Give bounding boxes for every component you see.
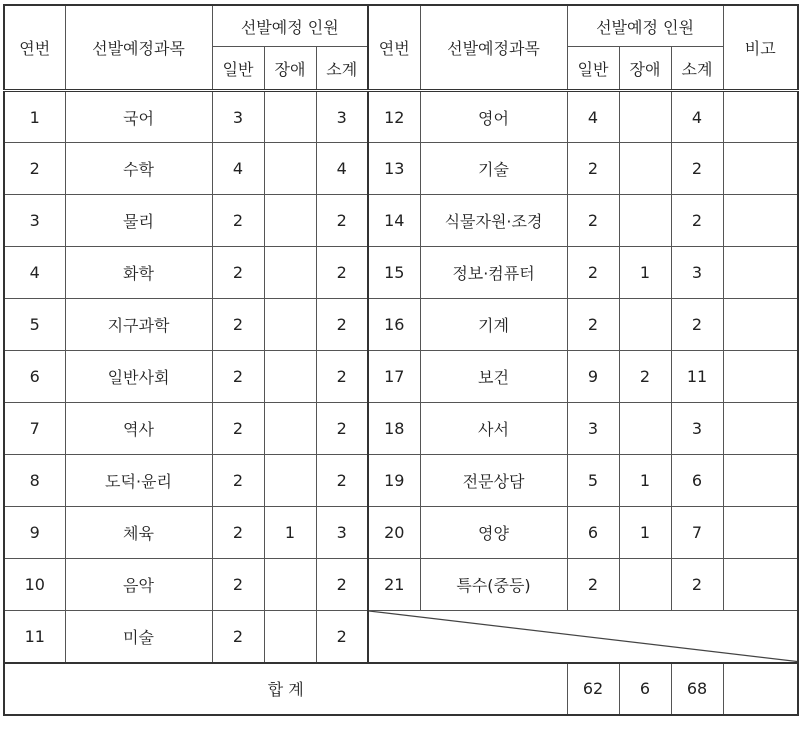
cell-subject: 사서: [420, 403, 567, 455]
cell-no: 7: [4, 403, 65, 455]
cell-disabled: [619, 559, 671, 611]
table-row: [4, 507, 798, 559]
total-disabled: 6: [619, 663, 671, 715]
cell-disabled: [619, 403, 671, 455]
cell-remarks: [723, 351, 798, 403]
total-row: [4, 663, 798, 715]
cell-disabled: [264, 351, 316, 403]
cell-general: 9: [567, 351, 619, 403]
cell-subject: 영양: [420, 507, 567, 559]
cell-remarks: [723, 507, 798, 559]
cell-subject: 일반사회: [65, 351, 212, 403]
cell-general: 2: [212, 195, 264, 247]
cell-general: 4: [567, 91, 619, 143]
cell-no: 3: [4, 195, 65, 247]
table-row: [4, 299, 798, 351]
cell-subtotal: 2: [316, 299, 368, 351]
header-general-right: 일반: [567, 47, 619, 91]
cell-subtotal: 2: [671, 143, 723, 195]
cell-no: 2: [4, 143, 65, 195]
cell-no: 21: [368, 559, 420, 611]
cell-subject: 보건: [420, 351, 567, 403]
cell-general: 2: [212, 559, 264, 611]
total-label: 합 계: [4, 663, 567, 715]
cell-subject: 영어: [420, 91, 567, 143]
cell-no: 9: [4, 507, 65, 559]
empty-diagonal-cell: [368, 611, 798, 663]
cell-subtotal: 2: [316, 195, 368, 247]
total-general: 62: [567, 663, 619, 715]
cell-disabled: [619, 143, 671, 195]
cell-remarks: [723, 195, 798, 247]
cell-disabled: [264, 299, 316, 351]
total-remarks: [723, 663, 798, 715]
cell-subtotal: 7: [671, 507, 723, 559]
cell-disabled: 2: [619, 351, 671, 403]
cell-disabled: [264, 559, 316, 611]
cell-remarks: [723, 559, 798, 611]
cell-subtotal: 3: [316, 507, 368, 559]
cell-general: 3: [567, 403, 619, 455]
cell-subject: 기술: [420, 143, 567, 195]
selection-table-container: [3, 4, 797, 728]
cell-disabled: 1: [619, 247, 671, 299]
cell-general: 2: [567, 299, 619, 351]
table-row: [4, 403, 798, 455]
cell-general: 2: [212, 351, 264, 403]
cell-no: 5: [4, 299, 65, 351]
cell-no: 18: [368, 403, 420, 455]
cell-no: 11: [4, 611, 65, 663]
cell-general: 2: [212, 247, 264, 299]
cell-disabled: [619, 299, 671, 351]
cell-no: 20: [368, 507, 420, 559]
cell-subject: 특수(중등): [420, 559, 567, 611]
cell-disabled: [264, 247, 316, 299]
cell-general: 2: [567, 195, 619, 247]
cell-subject: 정보·컴퓨터: [420, 247, 567, 299]
total-subtotal: 68: [671, 663, 723, 715]
cell-general: 3: [212, 91, 264, 143]
cell-disabled: 1: [264, 507, 316, 559]
cell-general: 2: [212, 507, 264, 559]
cell-no: 8: [4, 455, 65, 507]
cell-remarks: [723, 247, 798, 299]
cell-no: 10: [4, 559, 65, 611]
header-subject-left: 선발예정과목: [65, 5, 212, 91]
table-row: [4, 455, 798, 507]
cell-subtotal: 2: [316, 403, 368, 455]
cell-subtotal: 3: [671, 403, 723, 455]
cell-subtotal: 4: [671, 91, 723, 143]
header-planned-left: 선발예정 인원: [212, 5, 368, 47]
table-row: [4, 611, 798, 663]
header-subtotal-right: 소계: [671, 47, 723, 91]
cell-disabled: [619, 91, 671, 143]
diagonal-strike: [369, 611, 797, 662]
header-general-left: 일반: [212, 47, 264, 91]
cell-subject: 미술: [65, 611, 212, 663]
cell-general: 5: [567, 455, 619, 507]
table-row: [4, 143, 798, 195]
cell-no: 19: [368, 455, 420, 507]
cell-remarks: [723, 403, 798, 455]
cell-no: 6: [4, 351, 65, 403]
cell-disabled: 1: [619, 455, 671, 507]
table-row: [4, 195, 798, 247]
cell-subject: 전문상담: [420, 455, 567, 507]
cell-subtotal: 11: [671, 351, 723, 403]
cell-general: 4: [212, 143, 264, 195]
cell-disabled: [619, 195, 671, 247]
cell-subject: 수학: [65, 143, 212, 195]
cell-disabled: [264, 91, 316, 143]
cell-subtotal: 2: [316, 559, 368, 611]
cell-subject: 국어: [65, 91, 212, 143]
header-disabled-right: 장애: [619, 47, 671, 91]
header-disabled-left: 장애: [264, 47, 316, 91]
cell-general: 2: [567, 143, 619, 195]
table-row: [4, 559, 798, 611]
header-subtotal-left: 소계: [316, 47, 368, 91]
cell-subtotal: 2: [316, 611, 368, 663]
cell-general: 2: [212, 403, 264, 455]
cell-subtotal: 2: [671, 299, 723, 351]
cell-general: 6: [567, 507, 619, 559]
header-no-left: 연번: [4, 5, 65, 91]
header-planned-right: 선발예정 인원: [567, 5, 723, 47]
cell-disabled: [264, 143, 316, 195]
cell-disabled: [264, 403, 316, 455]
cell-subject: 지구과학: [65, 299, 212, 351]
cell-subtotal: 2: [316, 351, 368, 403]
cell-general: 2: [567, 247, 619, 299]
cell-general: 2: [212, 299, 264, 351]
cell-subject: 체육: [65, 507, 212, 559]
cell-general: 2: [212, 455, 264, 507]
table-row: [4, 91, 798, 143]
header-remarks: 비고: [723, 5, 798, 91]
cell-remarks: [723, 91, 798, 143]
cell-no: 12: [368, 91, 420, 143]
cell-no: 4: [4, 247, 65, 299]
cell-subject: 물리: [65, 195, 212, 247]
cell-no: 17: [368, 351, 420, 403]
cell-no: 14: [368, 195, 420, 247]
cell-remarks: [723, 455, 798, 507]
table-row: [4, 247, 798, 299]
cell-subtotal: 4: [316, 143, 368, 195]
cell-subject: 도덕·윤리: [65, 455, 212, 507]
cell-general: 2: [567, 559, 619, 611]
table-row: [4, 351, 798, 403]
cell-disabled: [264, 455, 316, 507]
cell-subject: 기계: [420, 299, 567, 351]
cell-remarks: [723, 299, 798, 351]
cell-subject: 식물자원·조경: [420, 195, 567, 247]
cell-disabled: [264, 611, 316, 663]
cell-subject: 역사: [65, 403, 212, 455]
cell-general: 2: [212, 611, 264, 663]
selection-quota-table: [3, 4, 799, 716]
cell-subtotal: 2: [316, 247, 368, 299]
cell-subtotal: 3: [671, 247, 723, 299]
cell-disabled: [264, 195, 316, 247]
cell-no: 15: [368, 247, 420, 299]
cell-no: 16: [368, 299, 420, 351]
cell-subject: 화학: [65, 247, 212, 299]
cell-no: 13: [368, 143, 420, 195]
cell-subject: 음악: [65, 559, 212, 611]
cell-subtotal: 2: [671, 559, 723, 611]
cell-remarks: [723, 143, 798, 195]
cell-subtotal: 2: [316, 455, 368, 507]
header-no-right: 연번: [368, 5, 420, 91]
header-subject-right: 선발예정과목: [420, 5, 567, 91]
cell-subtotal: 2: [671, 195, 723, 247]
cell-disabled: 1: [619, 507, 671, 559]
cell-subtotal: 3: [316, 91, 368, 143]
cell-no: 1: [4, 91, 65, 143]
cell-subtotal: 6: [671, 455, 723, 507]
